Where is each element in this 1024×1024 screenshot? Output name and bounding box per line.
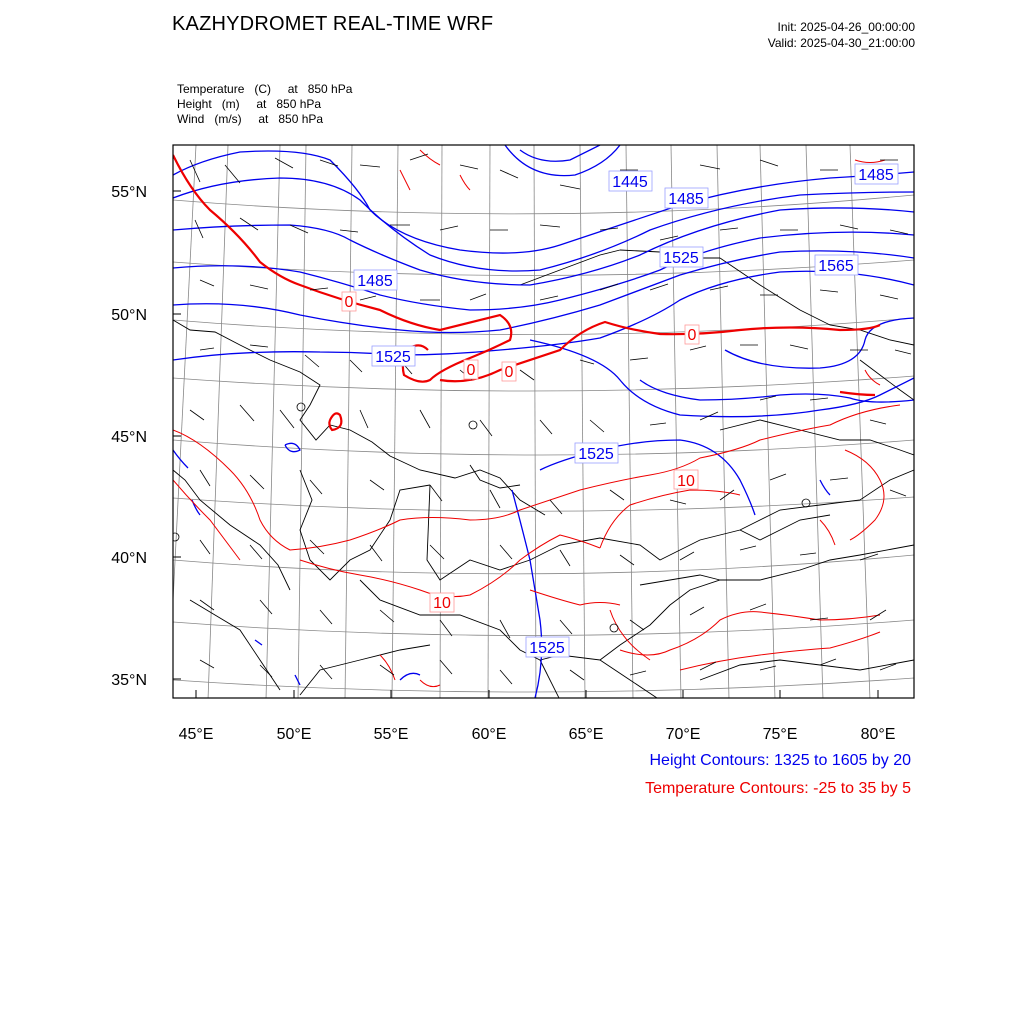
lon-label-45: 45°E	[178, 726, 214, 743]
lat-label-50: 50°N	[111, 307, 147, 324]
lon-label-65: 65°E	[568, 726, 604, 743]
temperature-contour-legend: Temperature Contours: -25 to 35 by 5	[645, 780, 911, 797]
lake-markers	[171, 403, 810, 632]
temp-label-10-b: 10	[433, 595, 451, 612]
map-title: KAZHYDROMET REAL-TIME WRF	[172, 13, 494, 35]
lon-label-60: 60°E	[471, 726, 507, 743]
lat-label-55: 55°N	[111, 184, 147, 201]
field-wind: Wind (m/s) at 850 hPa	[177, 112, 324, 126]
map-interior	[168, 145, 914, 700]
lon-label-55: 55°E	[373, 726, 409, 743]
height-label-1525-b: 1525	[375, 349, 411, 366]
temp-label-0-d: 0	[687, 327, 697, 344]
lat-label-40: 40°N	[111, 550, 147, 567]
lon-label-80: 80°E	[860, 726, 896, 743]
height-contour-legend: Height Contours: 1325 to 1605 by 20	[649, 752, 911, 769]
axis-ticks	[173, 191, 878, 698]
temperature-contours	[173, 150, 900, 687]
temp-label-0-b: 0	[466, 362, 476, 379]
height-label-1565: 1565	[818, 258, 854, 275]
field-temperature: Temperature (C) at 850 hPa	[177, 82, 353, 96]
temp-label-0-c: 0	[504, 364, 514, 381]
height-label-1525-d: 1525	[529, 640, 565, 657]
height-label-1485-b: 1485	[858, 167, 894, 184]
country-borders	[173, 250, 914, 700]
longitude-labels	[179, 726, 896, 743]
lon-label-75: 75°E	[762, 726, 798, 743]
height-label-1445: 1445	[612, 174, 648, 191]
graticule-meridians	[168, 145, 870, 700]
height-label-1485-c: 1485	[357, 273, 393, 290]
temp-label-10-a: 10	[677, 473, 695, 490]
lon-label-50: 50°E	[276, 726, 312, 743]
lon-label-70: 70°E	[665, 726, 701, 743]
lat-label-35: 35°N	[111, 672, 147, 689]
lat-label-45: 45°N	[111, 429, 147, 446]
height-contours	[173, 145, 914, 698]
map-frame	[173, 145, 914, 698]
temp-label-0-a: 0	[344, 294, 354, 311]
init-time: Init: 2025-04-26_00:00:00	[777, 20, 915, 34]
field-height: Height (m) at 850 hPa	[177, 97, 322, 111]
height-label-1525-c: 1525	[578, 446, 614, 463]
height-label-1525-a: 1525	[663, 250, 699, 267]
height-label-1485-a: 1485	[668, 191, 704, 208]
valid-time: Valid: 2025-04-30_21:00:00	[767, 36, 915, 50]
latitude-labels	[111, 184, 147, 689]
